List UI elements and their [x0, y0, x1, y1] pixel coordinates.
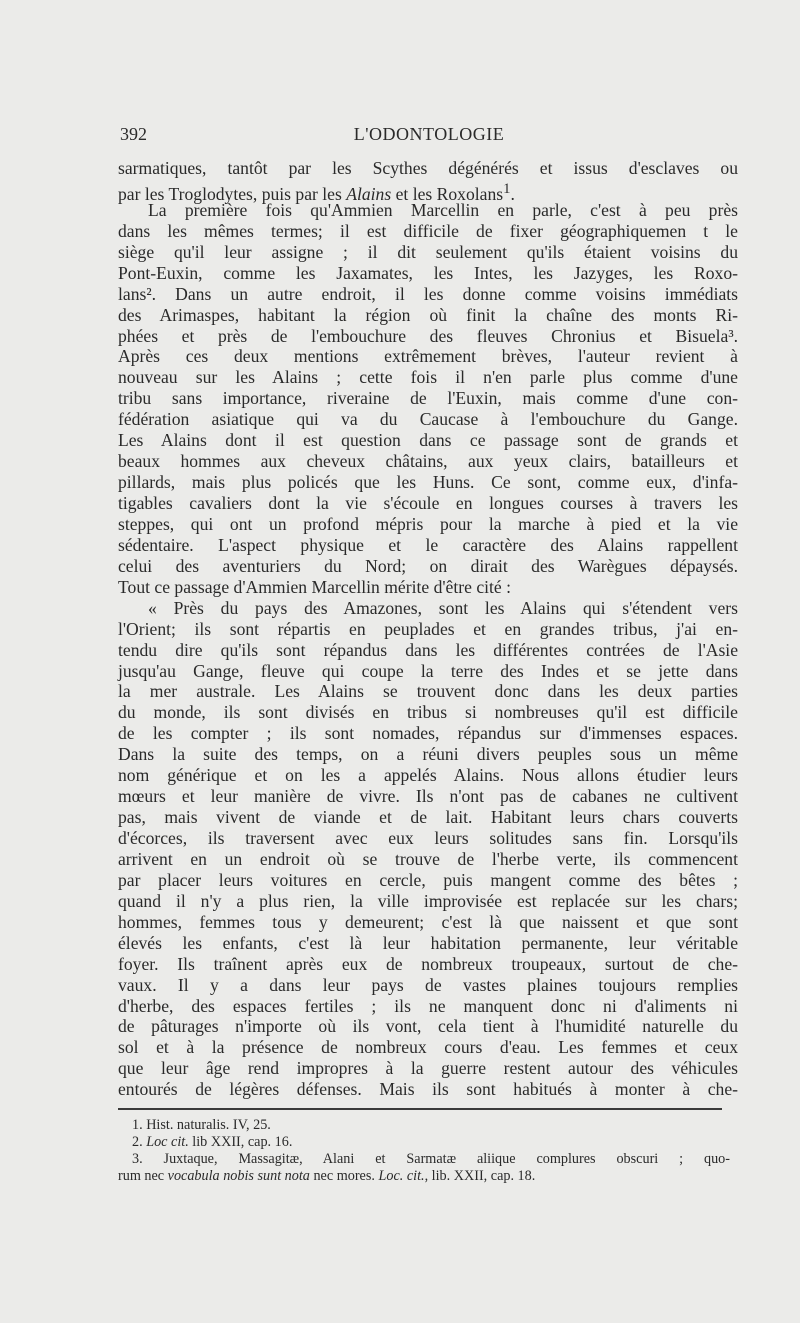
- text-line: d'herbe, des espaces fertiles ; ils ne manquent donc ni d'aliments ni: [118, 995, 738, 1016]
- page-number: 392: [120, 124, 147, 144]
- footnote-text: , lib. XXII, cap. 18.: [424, 1168, 536, 1184]
- text-line: fédération asiatique qui va du Caucase à l'embouchure du Gange.: [118, 409, 738, 430]
- page-header: [120, 124, 738, 150]
- text-line: mœurs et leur manière de vivre. Ils n'ont pas de cabanes ne cultivent: [118, 786, 738, 807]
- text-line: Tout ce passage d'Ammien Marcellin mérite d'être cité :: [118, 576, 511, 597]
- footnotes: [118, 1117, 730, 1185]
- text-line: tigables cavaliers dont la vie s'écoule en longues courses à travers les: [118, 493, 738, 513]
- text-line: Les Alains dont il est question dans ce passage sont de grands et: [118, 430, 738, 451]
- text-line: jusqu'au Gange, fleuve qui coupe la terre des Indes et se jette dans: [118, 660, 738, 681]
- italic-alains: Alains: [346, 183, 392, 204]
- text-line: pillards, mais plus policés que les Huns. Ce sont, comme eux, d'infa-: [118, 472, 738, 493]
- text-line: nouveau sur les Alains ; cette fois il n'en parle plus comme d'une: [118, 367, 738, 388]
- footnote-ref: 1: [503, 180, 511, 197]
- running-title: L'ODONTOLOGIE: [353, 124, 505, 144]
- text-line: de les compter ; ils sont nomades, répandus sur d'immenses espaces.: [118, 723, 738, 744]
- text-line: phées et près de l'embouchure des fleuves Chronius et Bisuela³.: [118, 325, 738, 346]
- text-line: La première fois qu'Ammien Marcellin en parle, c'est à peu près: [148, 199, 738, 220]
- footnote-text: nec mores.: [309, 1168, 379, 1184]
- text-line: Après ces deux mentions extrêmement brèves, l'auteur revient à: [118, 346, 738, 367]
- text-line: d'écorces, ils traversent avec eux leurs solitudes sans fin. Lorsqu'ils: [118, 828, 738, 848]
- body-text: [118, 158, 738, 1100]
- text-line: Dans la suite des temps, on a réuni divers peuples sous un même: [118, 744, 738, 765]
- text-line: siège qu'il leur assigne ; il dit seulement qu'ils étaient voisins du: [118, 241, 738, 262]
- text-line: de pâturages n'importe où ils vont, cela tient à l'humidité naturelle du: [118, 1016, 738, 1037]
- line-start: par les Troglodytes, puis par les: [118, 183, 347, 204]
- text-line: hommes, femmes tous y demeurent; c'est là que naissent et que sont: [118, 911, 738, 932]
- text-line: quand il n'y a plus rien, la ville improvisée est replacée sur les chars;: [118, 890, 738, 911]
- text-line: élevés les enfants, c'est là leur habitation permanente, leur véritable: [118, 932, 738, 953]
- text-line: sarmatiques, tantôt par les Scythes dégénérés et issus d'esclaves ou: [118, 158, 738, 178]
- text-line: steppes, qui ont un profond mépris pour la marche à pied et la vie: [118, 513, 738, 534]
- text-line: du monde, ils sont divisés en tribus si nombreuses qu'il est difficile: [118, 702, 738, 723]
- text-line: nom générique et on les a appelés Alains. Nous allons étudier leurs: [118, 765, 738, 786]
- text-line: tribu sans importance, riveraine de l'Euxin, mais comme d'une con-: [118, 388, 738, 409]
- footnote-text: rum nec: [118, 1168, 168, 1184]
- text-line: Pont-Euxin, comme les Jaxamates, les Intes, les Jazyges, les Roxo-: [118, 262, 738, 283]
- footnote: 3. Juxtaque, Massagitæ, Alani et Sarmatæ aliique complures obscuri ; quo-: [132, 1151, 730, 1167]
- text-line: sédentaire. L'aspect physique et le caractère des Alains rappellent: [118, 534, 738, 555]
- text-line: vaux. Il y a dans leur pays de vastes plaines toujours remplies: [118, 974, 738, 995]
- line-dot: .: [510, 183, 515, 204]
- italic-vocabula: vocabula nobis sunt nota: [167, 1168, 310, 1184]
- text-line: beaux hommes aux cheveux châtains, aux yeux clairs, batailleurs et: [118, 451, 738, 472]
- italic-loc-cit: Loc cit.: [146, 1134, 189, 1150]
- italic-loc-cit: Loc. cit.: [378, 1168, 425, 1184]
- footnote-continuation: [118, 1168, 730, 1185]
- text-line: que leur âge rend impropres à la guerre restent autour des véhicules: [118, 1058, 738, 1079]
- text-line: « Près du pays des Amazones, sont les Alains qui s'étendent vers: [148, 597, 738, 618]
- text-line: dans les mêmes termes; il est difficile de fixer géographiquemen t le: [118, 220, 738, 241]
- footnote: 1. Hist. naturalis. IV, 25.: [132, 1117, 271, 1133]
- text-line: des Arimaspes, habitant la région où finit la chaîne des monts Ri-: [118, 304, 738, 325]
- footnote-divider: [118, 1108, 722, 1110]
- footnote-number: 2.: [132, 1134, 147, 1150]
- text-line: par placer leurs voitures en cercle, puis mangent comme des bêtes ;: [118, 869, 738, 890]
- text-line: foyer. Ils traînent après eux de nombreux troupeaux, surtout de che-: [118, 953, 738, 974]
- text-line: celui des aventuriers du Nord; on dirait des Warègues dépaysés.: [118, 555, 738, 576]
- text-line: la mer australe. Les Alains se trouvent donc dans les deux parties: [118, 681, 738, 702]
- footnote-rest: lib XXII, cap. 16.: [188, 1134, 293, 1150]
- text-line: l'Orient; ils sont répartis en peuplades et en grandes tribus, j'ai en-: [118, 618, 738, 639]
- text-line: sol et à la présence de nombreux cours d'eau. Les femmes et ceux: [118, 1037, 738, 1058]
- text-line: entourés de légères défenses. Mais ils sont habitués à monter à che-: [118, 1079, 738, 1100]
- text-line: pas, mais vivent de viande et de lait. Habitant leurs chars couverts: [118, 807, 738, 828]
- footnote: [118, 1134, 730, 1151]
- text-line: lans². Dans un autre endroit, il les donne comme voisins immédiats: [118, 283, 738, 304]
- text-line: [118, 179, 738, 204]
- text-line: tendu dire qu'ils sont répandus dans les différentes contrées de l'Asie: [118, 639, 738, 660]
- text-line: arrivent en un endroit où se trouve de l'herbe verte, ils commencent: [118, 848, 738, 869]
- line-end: et les Roxolans: [391, 183, 504, 204]
